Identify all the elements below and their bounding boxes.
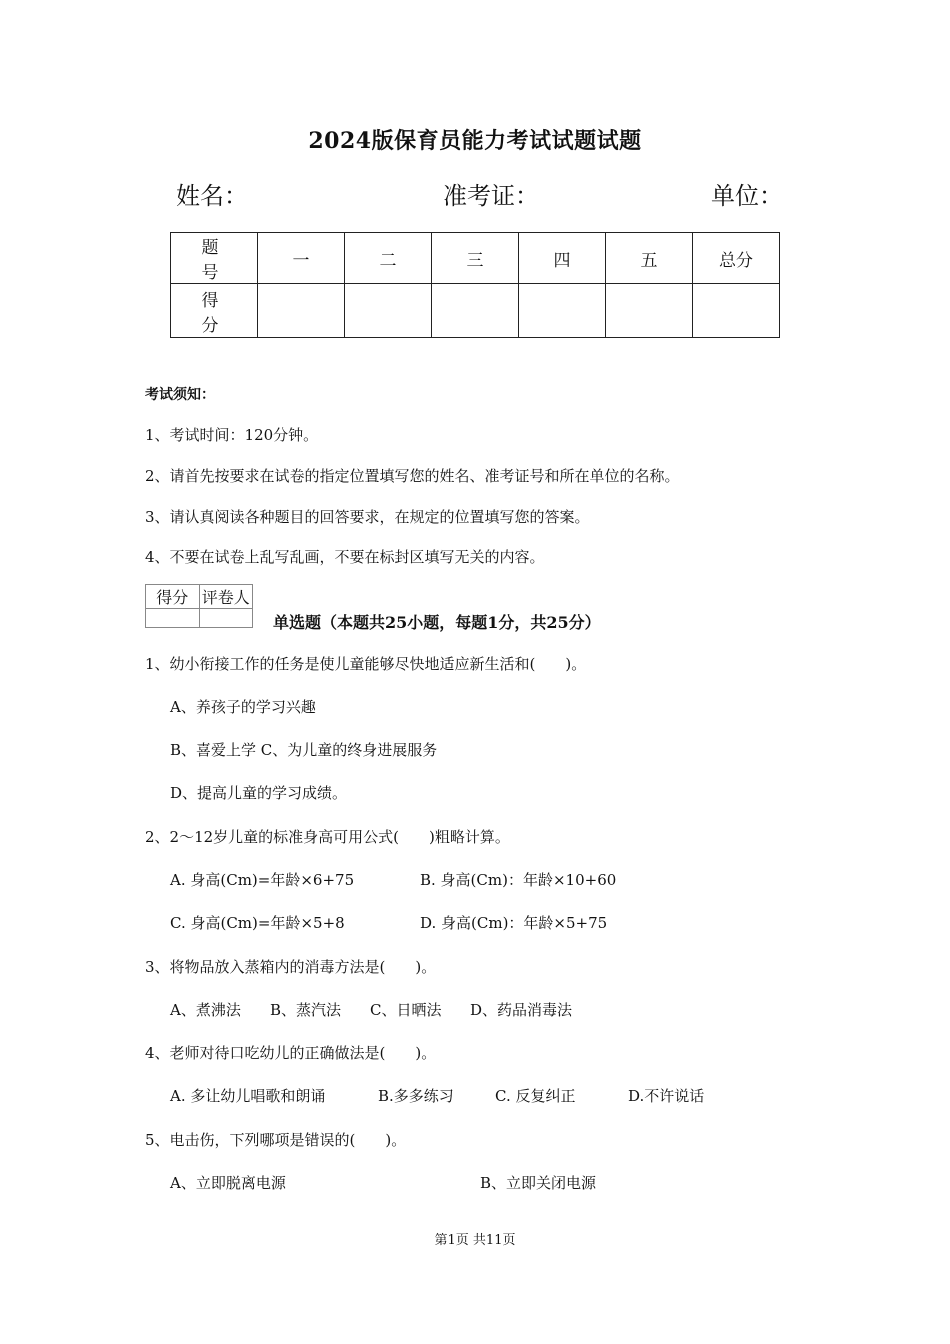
score-table-header-cell: 三 bbox=[432, 233, 519, 284]
question-stem: 3、将物品放入蒸箱内的消毒方法是( )。 bbox=[145, 958, 437, 976]
notice-item: 4、不要在试卷上乱写乱画，不要在标封区填写无关的内容。 bbox=[145, 548, 545, 566]
score-table-header-cell: 五 bbox=[606, 233, 693, 284]
score-table-header-cell: 一 bbox=[258, 233, 345, 284]
page-footer: 第1页 共11页 bbox=[434, 1233, 516, 1248]
option: C. 身高(Cm)=年龄×5+8 bbox=[170, 914, 345, 932]
option: B、立即关闭电源 bbox=[480, 1174, 597, 1192]
score-table bbox=[170, 232, 780, 338]
question-stem: 2、2～12岁儿童的标准身高可用公式( )粗略计算。 bbox=[145, 828, 510, 846]
option: C、日晒法 bbox=[370, 1001, 442, 1019]
score-table-header-cell: 总分 bbox=[693, 233, 780, 284]
unit-label: 单位： bbox=[711, 182, 783, 210]
exam-number-label: 准考证： bbox=[443, 182, 539, 210]
option: B.多多练习 bbox=[378, 1087, 454, 1105]
option: A. 身高(Cm)=年龄×6+75 bbox=[170, 871, 355, 889]
option: A、立即脱离电源 bbox=[170, 1174, 286, 1192]
score-table-header-cell: 题 号 bbox=[171, 233, 258, 284]
score-table-header-cell: 四 bbox=[519, 233, 606, 284]
document-title: 2024版保育员能力考试试题试题 bbox=[308, 128, 642, 154]
option: B、蒸汽法 bbox=[270, 1001, 342, 1019]
grader-box bbox=[145, 584, 253, 628]
score-table-header-row bbox=[171, 233, 780, 284]
notice-item: 1、考试时间：120分钟。 bbox=[145, 426, 319, 444]
score-cell[interactable] bbox=[432, 284, 519, 338]
option: D.不许说话 bbox=[628, 1087, 705, 1105]
question-stem: 5、电击伤，下列哪项是错误的( )。 bbox=[145, 1131, 407, 1149]
score-row-label: 得 分 bbox=[171, 284, 258, 338]
grader-name-label: 评卷人 bbox=[199, 585, 253, 609]
option: D. 身高(Cm)：年龄×5+75 bbox=[420, 914, 608, 932]
score-cell[interactable] bbox=[345, 284, 432, 338]
question-stem: 4、老师对待口吃幼儿的正确做法是( )。 bbox=[145, 1044, 437, 1062]
notice-item: 3、请认真阅读各种题目的回答要求，在规定的位置填写您的答案。 bbox=[145, 508, 590, 526]
score-table-header-cell: 二 bbox=[345, 233, 432, 284]
name-label: 姓名： bbox=[176, 182, 248, 210]
notice-item: 2、请首先按要求在试卷的指定位置填写您的姓名、准考证号和所在单位的名称。 bbox=[145, 467, 680, 485]
option: C. 反复纠正 bbox=[495, 1087, 576, 1105]
question-stem: 1、幼小衔接工作的任务是使儿童能够尽快地适应新生活和( )。 bbox=[145, 655, 587, 673]
option: A、煮沸法 bbox=[170, 1001, 241, 1019]
option: D、药品消毒法 bbox=[470, 1001, 573, 1019]
grader-score-label: 得分 bbox=[146, 585, 200, 609]
score-cell[interactable] bbox=[693, 284, 780, 338]
option: B、喜爱上学 C、为儿童的终身进展服务 bbox=[170, 741, 438, 759]
option: A. 多让幼儿唱歌和朗诵 bbox=[170, 1087, 326, 1105]
option: D、提高儿童的学习成绩。 bbox=[170, 784, 348, 802]
grader-name-cell[interactable] bbox=[199, 609, 253, 628]
grader-score-cell[interactable] bbox=[146, 609, 200, 628]
score-table-score-row bbox=[171, 284, 780, 338]
notice-title: 考试须知： bbox=[145, 387, 215, 403]
option: B. 身高(Cm)：年龄×10+60 bbox=[420, 871, 617, 889]
score-cell[interactable] bbox=[519, 284, 606, 338]
section-title: 单选题（本题共25小题，每题1分，共25分） bbox=[273, 613, 601, 632]
score-cell[interactable] bbox=[606, 284, 693, 338]
option: A、养孩子的学习兴趣 bbox=[170, 698, 316, 716]
